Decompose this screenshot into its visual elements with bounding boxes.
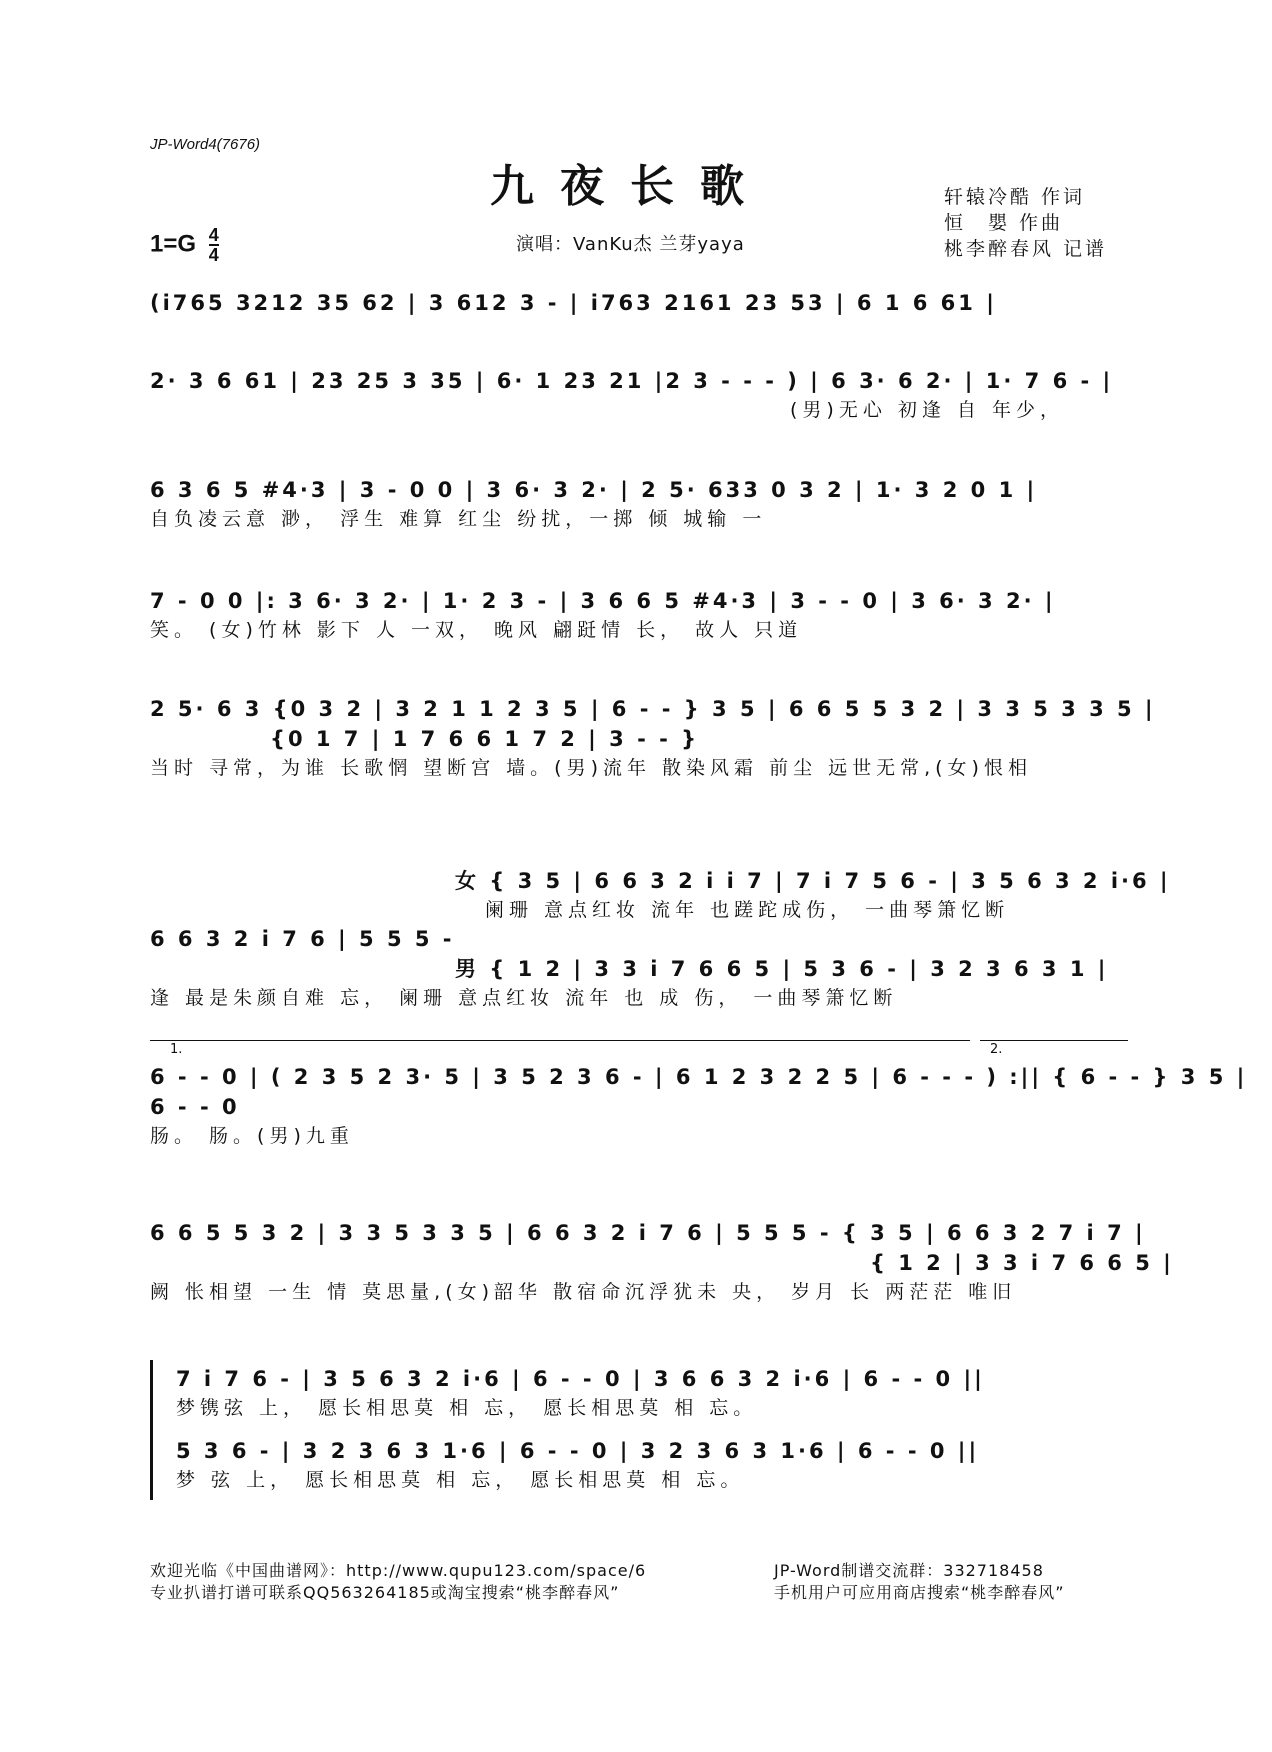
notation-line-female: 女 { 3 5 | 6 6 3 2 i i 7 | 7 i 7 5 6 - | 3 5 6 3 2 i·6 | (455, 869, 1171, 893)
lyricist-credit: 轩辕冷酷 作词 (944, 186, 1086, 208)
lyric-line: 阙 怅相望 一生 情 莫思量,(女)韶华 散宿命沉浮犹未 央， 岁月 长 两茫茫 唯旧 (150, 1281, 1017, 1303)
score-line-2 (150, 366, 1128, 424)
lyric-line-male: 逢 最是朱颜自难 忘， 阑珊 意点红妆 流年 也 成 伤， 一曲琴箫忆断 (150, 987, 898, 1009)
key-label: 1=G (150, 230, 197, 258)
score-line-5 (150, 694, 1156, 782)
footer-right (774, 1560, 1065, 1604)
lyric-line-female: 阑珊 意点红妆 流年 也蹉跎成伤， 一曲琴箫忆断 (485, 899, 1010, 921)
score-line-9 (176, 1364, 1128, 1494)
score-line-3 (150, 475, 1128, 533)
notation-line-lower: { 1 2 | 3 3 i 7 6 6 5 | (870, 1251, 1174, 1275)
notation-line-female: 7 i 7 6 - | 3 5 6 3 2 i·6 | 6 - - 0 | 3 6 6 3 2 i·6 | 6 - - 0 || (176, 1367, 985, 1391)
lyric-line: 肠。 肠。(男)九重 (150, 1125, 354, 1147)
lyric-line: 笑。 (女)竹林 影下 人 一双， 晚风 翩跹情 长， 故人 只道 (150, 619, 803, 641)
key-signature (150, 226, 219, 264)
lyric-line-male: 梦 弦 上， 愿长相思莫 相 忘， 愿长相思莫 相 忘。 (176, 1469, 745, 1491)
singer-line: 演唱：VanKu杰 兰芽yaya (516, 234, 745, 255)
footer-left (150, 1560, 646, 1604)
lyric-line: (男)无心 初逢 自 年少， (790, 399, 1064, 421)
system-bracket (150, 1360, 153, 1500)
footer-group: JP-Word制谱交流群：332718458 (774, 1561, 1044, 1580)
time-signature (209, 226, 219, 264)
credits (944, 184, 1107, 262)
score-line-4 (150, 586, 1128, 644)
volta-label-1: 1. (170, 1042, 183, 1057)
score-line-8 (150, 1218, 1174, 1306)
lyric-line-female: 梦镌弦 上， 愿长相思莫 相 忘， 愿长相思莫 相 忘。 (176, 1397, 758, 1419)
score-line-7 (150, 1062, 1248, 1150)
lyric-line: 自负凌云意 渺， 浮生 难算 红尘 纷扰，一掷 倾 城输 一 (150, 508, 767, 530)
score-line-1 (150, 288, 1128, 318)
time-sig-top: 4 (208, 225, 219, 245)
notation-line-lower: {0 1 7 | 1 7 6 6 1 7 2 | 3 - - } (270, 727, 700, 751)
notation-line-male: 男 { 1 2 | 3 3 i 7 6 6 5 | 5 3 6 - | 3 2 3 6 3 1 | (455, 957, 1109, 981)
time-sig-bottom: 4 (208, 245, 219, 265)
notation-line-shared: 6 6 3 2 i 7 6 | 5 5 5 - (150, 927, 455, 951)
lyric-line: 当时 寻常，为谁 长歌惘 望断宫 墙。(男)流年 散染风霜 前尘 远世无常,(女)恨相 (150, 757, 1032, 779)
page-title: 九夜长歌 (490, 161, 770, 212)
notation-line-male: 5 3 6 - | 3 2 3 6 3 1·6 | 6 - - 0 | 3 2 3 6 3 1·6 | 6 - - 0 || (176, 1439, 980, 1463)
notation-line: 6 6 5 5 3 2 | 3 3 5 3 3 5 | 6 6 3 2 i 7 6 | 5 5 5 - { 3 5 | 6 6 3 2 7 i 7 | (150, 1221, 1146, 1245)
notation-line-upper: 2 5· 6 3 {0 3 2 | 3 2 1 1 2 3 5 | 6 - - } 3 5 | 6 6 5 5 3 2 | 3 3 5 3 3 5 | (150, 697, 1156, 721)
composer-credit: 恒 嬰 作曲 (944, 212, 1064, 234)
volta-label-2: 2. (990, 1042, 1003, 1057)
footer-contact: 专业扒谱打谱可联系QQ563264185或淘宝搜索“桃李醉春风” (150, 1583, 620, 1602)
transcriber-credit: 桃李醉春风 记谱 (944, 238, 1108, 260)
footer-website: 欢迎光临《中国曲谱网》：http://www.qupu123.com/space/6 (150, 1561, 647, 1580)
notation-line: (i765 3212 35 62 | 3 612 3 - | i763 2161 23 53 | 6 1 6 61 | (150, 291, 997, 315)
notation-line: 6 - - 0 | ( 2 3 5 2 3· 5 | 3 5 2 3 6 - | 6 1 2 3 2 2 5 | 6 - - - ) :|| { 6 - - } 3 5 | (150, 1065, 1248, 1089)
volta-bracket-2 (980, 1040, 1128, 1041)
notation-line: 6 3 6 5 #4·3 | 3 - 0 0 | 3 6· 3 2· | 2 5· 633 0 3 2 | 1· 3 2 0 1 | (150, 478, 1038, 502)
notation-line: 2· 3 6 61 | 23 25 3 35 | 6· 1 23 21 |2 3 - - - ) | 6 3· 6 2· | 1· 7 6 - | (150, 369, 1114, 393)
volta-bracket-1 (150, 1040, 970, 1041)
app-id: JP-Word4(7676) (150, 136, 261, 153)
notation-line: 7 - 0 0 |: 3 6· 3 2· | 1· 2 3 - | 3 6 6 5 #4·3 | 3 - - 0 | 3 6· 3 2· | (150, 589, 1056, 613)
footer-app: 手机用户可应用商店搜索“桃李醉春风” (774, 1583, 1065, 1602)
score-line-6 (150, 866, 1171, 1012)
notation-line-lower: 6 - - 0 (150, 1095, 240, 1119)
